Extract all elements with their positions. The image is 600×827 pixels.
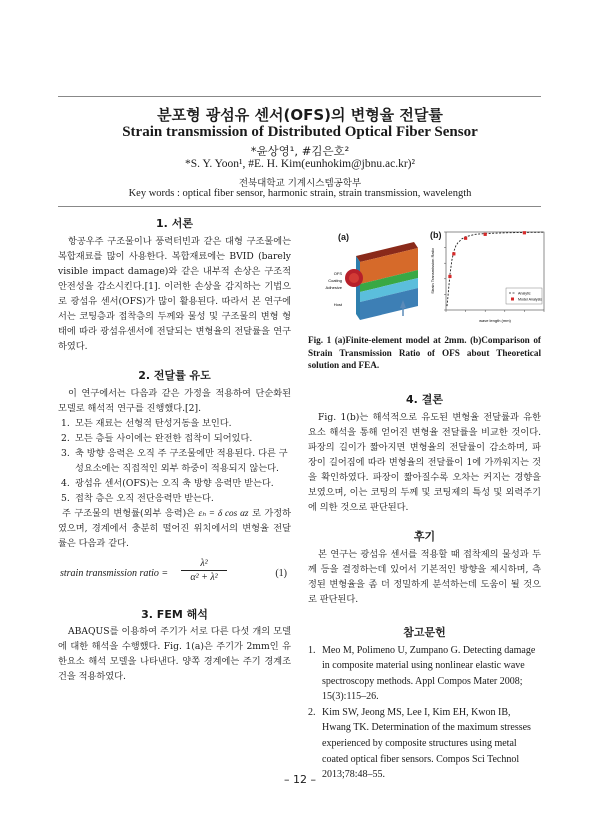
figure-1-caption: Fig. 1 (a)Finite-element model at 2mm. (b)Comparison of Strain Transmission Ratio of OFS about Theoretical solution and FEA. [308,335,541,370]
references-heading: 참고문헌 [403,625,446,639]
left-column [58,216,291,684]
x-axis-label: wave length (mm) [479,318,511,323]
equation-lhs: strain transmission ratio = [60,568,169,579]
transmission-ratio-chart [428,226,548,330]
page-number: – 12 – [284,773,316,786]
title-korean: 분포형 광섬유 센서(OFS)의 변형율 전달률 [157,106,443,124]
equation-1 [58,557,291,589]
section-1-body: 항공우주 구조물이나 풍력터빈과 같은 대형 구조물에는 복합재료를 많이 사용한다. 복합재료에는 BVID (barely visible impact damage)와 같은 내부적 손상은 구조적 안전성을 감소시킨다.[1]. 이러한 손상을 감지하는 기법으로 광섬유 센서(OFS)가 많이 활용된다. 따라서 본 연구에서는 코팅층과 접착층의 두께와 물성 및 구조물의 변형 형태에 따라 광섬유센서에 전달되는 변형율의 전달률을 연구하였다. [58,236,291,352]
assumption-item: 3. 축 방향 응력은 오직 주 구조물에만 적용된다. 다른 구성요소에는 직접적인 외부 하중이 적용되지 않는다. [61,448,288,474]
authors-english: *S. Y. Yoon¹, #E. H. Kim(eunhokim@jbnu.ac.kr)² [185,158,415,170]
section-2-heading: 2. 전달률 유도 [138,369,211,382]
legend-model-swatch [511,298,514,301]
acknowledgement-body: 본 연구는 광섬유 센서를 적용할 때 접착제의 물성과 두께 등을 결정하는데 있어서 기본적인 방향을 제시하며, 측정된 변형율을 좀 더 정밀하게 분석하는데 도움이 될 것으로 판단된다. [308,548,541,605]
authors-korean: *윤상영¹, #김은호² [250,144,350,158]
right-column [308,216,541,783]
layer-label-coating: Coating [328,278,342,283]
equation-numerator: λ² [200,558,208,569]
section-1-heading: 1. 서론 [156,217,193,230]
strain-expression: εₕ = δ cos αz [198,508,249,518]
assumption-item: 5. 접착 층은 오직 전단응력만 받는다. [61,493,214,504]
section-2-outro: 주 구조물의 변형률(외부 응력)은 εₕ = δ cos αz 로 가정하였으며, 경계에서 충분히 떨어진 위치에서의 변형율 전달률은 다음과 같다. [58,508,291,549]
layer-label-adhesive: Adhesive [325,285,342,290]
equation-denominator: α² + λ² [190,572,218,583]
top-rule [58,96,541,97]
assumption-item: 1. 모든 재료는 선형적 탄성거동을 보인다. [61,418,232,429]
affiliation: 전북대학교 기계시스템공학부 [238,178,362,189]
series-model-point [523,231,526,234]
assumption-list [58,416,291,506]
section-2-intro: 이 연구에서는 다음과 같은 가정을 적용하여 단순화된 모델로 해석적 연구를 진행했다.[2]. [58,388,291,414]
title-english: Strain transmission of Distributed Optical Fiber Sensor [122,124,478,140]
assumption-item: 2. 모든 층들 사이에는 완전한 접착이 되어있다. [61,433,253,444]
fem-model-illustration [308,228,428,328]
layer-label-ofs: OFS [333,271,342,276]
series-model-point [448,275,451,278]
y-axis-label: Strain Transmission Ratio [430,248,435,294]
reference-item: 1. Meo M, Polimeno U, Zumpano G. Detecting damage in composite material using nonlinear elastic wave spectroscopy methods. Appl Compos Mater 2008; 15(3):115–26. [308,644,536,703]
equation-number: (1) [275,568,287,579]
section-4-heading: 4. 결론 [406,392,443,406]
legend-model-label: Model Analysis [518,297,542,302]
figure-label-a: (a) [338,232,349,242]
reference-item: 2. Kim SW, Jeong MS, Lee I, Kim EH, Kwon IB, Hwang TK. Determination of the maximum stresses experienced by composite structures using metal coated optical fiber sensors. Compos Sci Technol 2013;78:48–55. [308,706,531,781]
references-list [308,643,541,783]
section-4-body: Fig. 1(b)는 해석적으로 유도된 변형율 전달률과 유한요소 해석을 통해 얻어진 변형율 전달률을 비교한 것이다. 파장의 길이가 짧아지면 변형율의 전달률이 감소하며, 파장이 길어짐에 따라 변형율의 전달률이 1에 가까워지는 것을 확인하였다. 파장이 짧아질수록 오차는 커지는 경향을 보였으며, 이는 코팅의 두께 및 코팅제의 특성 및 외력주기에 의한 것으로 판단된다. [308,411,541,513]
assumption-item: 4. 광섬유 센서(OFS)는 오직 축 방향 응력만 받는다. [61,478,274,489]
section-3-heading: 3. FEM 해석 [141,608,208,621]
series-model-point [484,233,487,236]
keywords: Key words : optical fiber sensor, harmonic strain, strain transmission, wavelength [128,188,472,199]
series-model-point [452,252,455,255]
acknowledgement-heading: 후기 [413,529,436,543]
figure-1 [308,216,541,328]
legend-box [506,288,542,304]
equation-fraction [181,557,227,585]
figure-label-b: (b) [430,230,442,240]
layer-label-host: Host [333,302,342,307]
header-bottom-rule [58,206,541,207]
legend-analytic-label: Analytic [518,291,531,296]
series-model-point [464,237,467,240]
section-3-body: ABAQUS를 이용하여 주기가 서로 다른 다섯 개의 모델에 대한 해석을 수행했다. Fig. 1(a)은 주기가 2mm인 유한요소 해석 모델을 나타낸다. 양쪽 경계에는 주기 경계조건을 적용하였다. [58,626,291,682]
